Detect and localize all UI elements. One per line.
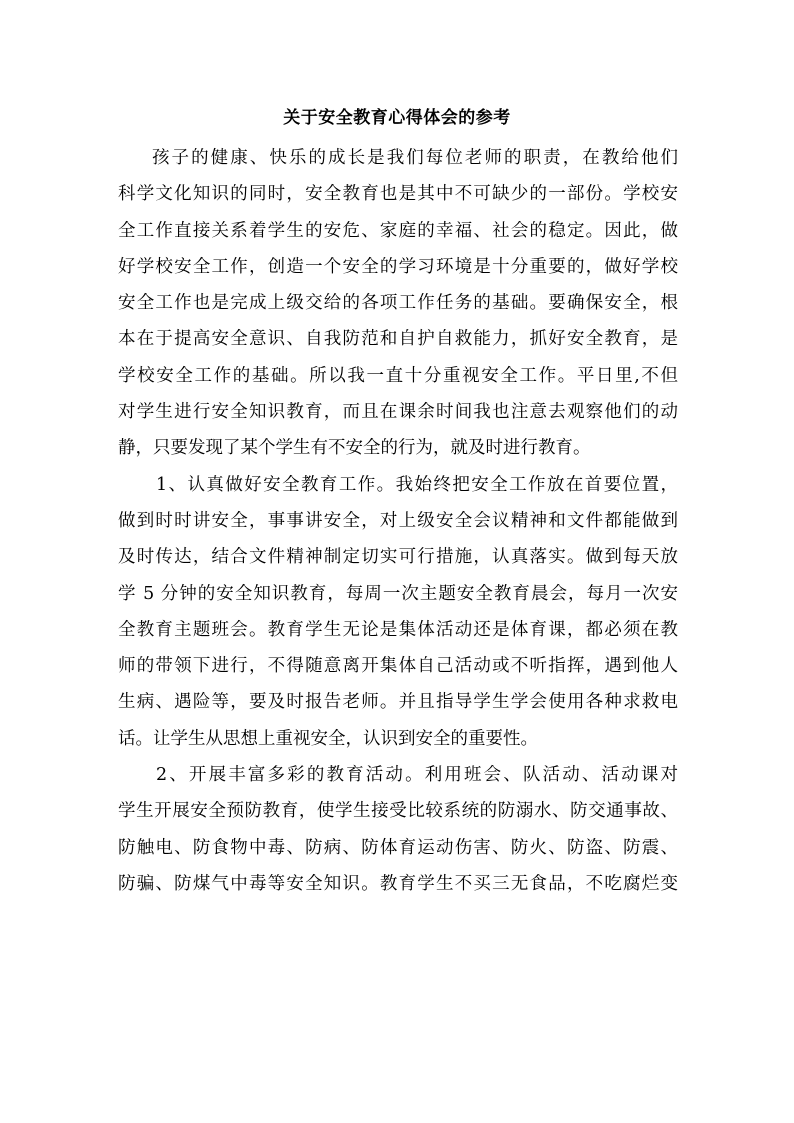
- paragraph-line: 及时传达，结合文件精神制定切实可行措施，认真落实。做到每天放: [118, 547, 678, 568]
- paragraph-line: 防触电、防食物中毒、防病、防体育运动伤害、防火、防盗、防震、: [118, 837, 678, 858]
- paragraph-line: 学 5 分钟的安全知识教育，每周一次主题安全教育晨会，每月一次安: [118, 583, 678, 604]
- paragraph-line: 话。让学生从思想上重视安全，认识到安全的重要性。: [118, 728, 538, 749]
- paragraph-line: 安全工作也是完成上级交给的各项工作任务的基础。要确保安全，根: [118, 293, 678, 314]
- paragraph-line: 学校安全工作的基础。所以我一直十分重视安全工作。平日里,不但: [118, 365, 678, 386]
- paragraph-line: 做到时时讲安全，事事讲安全，对上级安全会议精神和文件都能做到: [118, 510, 678, 531]
- paragraph-line: 科学文化知识的同时，安全教育也是其中不可缺少的一部份。学校安: [118, 184, 678, 205]
- paragraph-line: 静，只要发现了某个学生有不安全的行为，就及时进行教育。: [118, 438, 591, 459]
- paragraph-line: 生病、遇险等，要及时报告老师。并且指导学生学会使用各种求救电: [118, 692, 678, 713]
- paragraph-line: 全工作直接关系着学生的安危、家庭的幸福、社会的稳定。因此，做: [118, 220, 678, 241]
- paragraph-line: 师的带领下进行，不得随意离开集体自己活动或不听指挥，遇到他人: [118, 656, 678, 677]
- paragraph-line: 学生开展安全预防教育，使学生接受比较系统的防溺水、防交通事故、: [118, 801, 678, 822]
- paragraph-line: 本在于提高安全意识、自我防范和自护自救能力，抓好安全教育，是: [118, 329, 678, 350]
- document-title: 关于安全教育心得体会的参考: [283, 108, 511, 128]
- paragraph-line: 全教育主题班会。教育学生无论是集体活动还是体育课，都必须在教: [118, 619, 678, 640]
- paragraph-line: 防骗、防煤气中毒等安全知识。教育学生不买三无食品，不吃腐烂变: [118, 873, 678, 894]
- paragraph-line: 对学生进行安全知识教育，而且在课余时间我也注意去观察他们的动: [118, 402, 678, 423]
- paragraph-line: 好学校安全工作，创造一个安全的学习环境是十分重要的，做好学校: [118, 256, 678, 277]
- paragraph-line: 孩子的健康、快乐的成长是我们每位老师的职责，在教给他们: [152, 148, 678, 168]
- paragraph-line: 1、认真做好安全教育工作。我始终把安全工作放在首要位置，: [156, 474, 678, 495]
- paragraph-line: 2、开展丰富多彩的教育活动。利用班会、队活动、活动课对: [156, 765, 678, 786]
- document-body: [118, 140, 678, 902]
